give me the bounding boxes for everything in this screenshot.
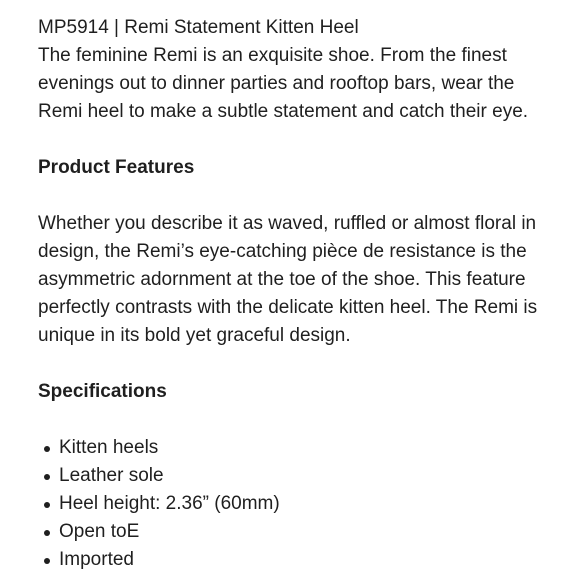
list-item [38, 462, 558, 490]
list-item [38, 434, 558, 462]
features-heading: Product Features [38, 157, 195, 178]
product-description-panel [38, 14, 558, 574]
specifications-list [38, 434, 558, 574]
spacer [38, 406, 558, 434]
spec-label: Kitten heels [59, 437, 159, 458]
bullet-icon [44, 502, 50, 508]
spacer [38, 182, 558, 210]
features-text: Whether you describe it as waved, ruffled or almost floral in design, the Remi’s eye-catching pièce de resistance is the asymmetric adornment at the toe of the shoe. This feature perfectly contrasts with the delicate kitten heel. The Remi is unique in its bold yet graceful design. [38, 213, 538, 346]
spec-label: Open toE [59, 521, 140, 542]
product-title: MP5914 | Remi Statement Kitten Heel [38, 17, 359, 38]
spec-label: Imported [59, 549, 134, 570]
bullet-icon [44, 530, 50, 536]
bullet-icon [44, 446, 50, 452]
spacer [38, 126, 558, 154]
list-item [38, 518, 558, 546]
spec-label: Leather sole [59, 465, 164, 486]
product-description: The feminine Remi is an exquisite shoe. From the finest evenings out to dinner parties and rooftop bars, wear the Remi heel to make a subtle statement and catch their eye. [38, 45, 529, 122]
specifications-heading: Specifications [38, 381, 167, 402]
bullet-icon [44, 558, 50, 564]
bullet-icon [44, 474, 50, 480]
spacer [38, 350, 558, 378]
spec-label: Heel height: 2.36” (60mm) [59, 493, 280, 514]
list-item [38, 490, 558, 518]
list-item [38, 546, 558, 574]
